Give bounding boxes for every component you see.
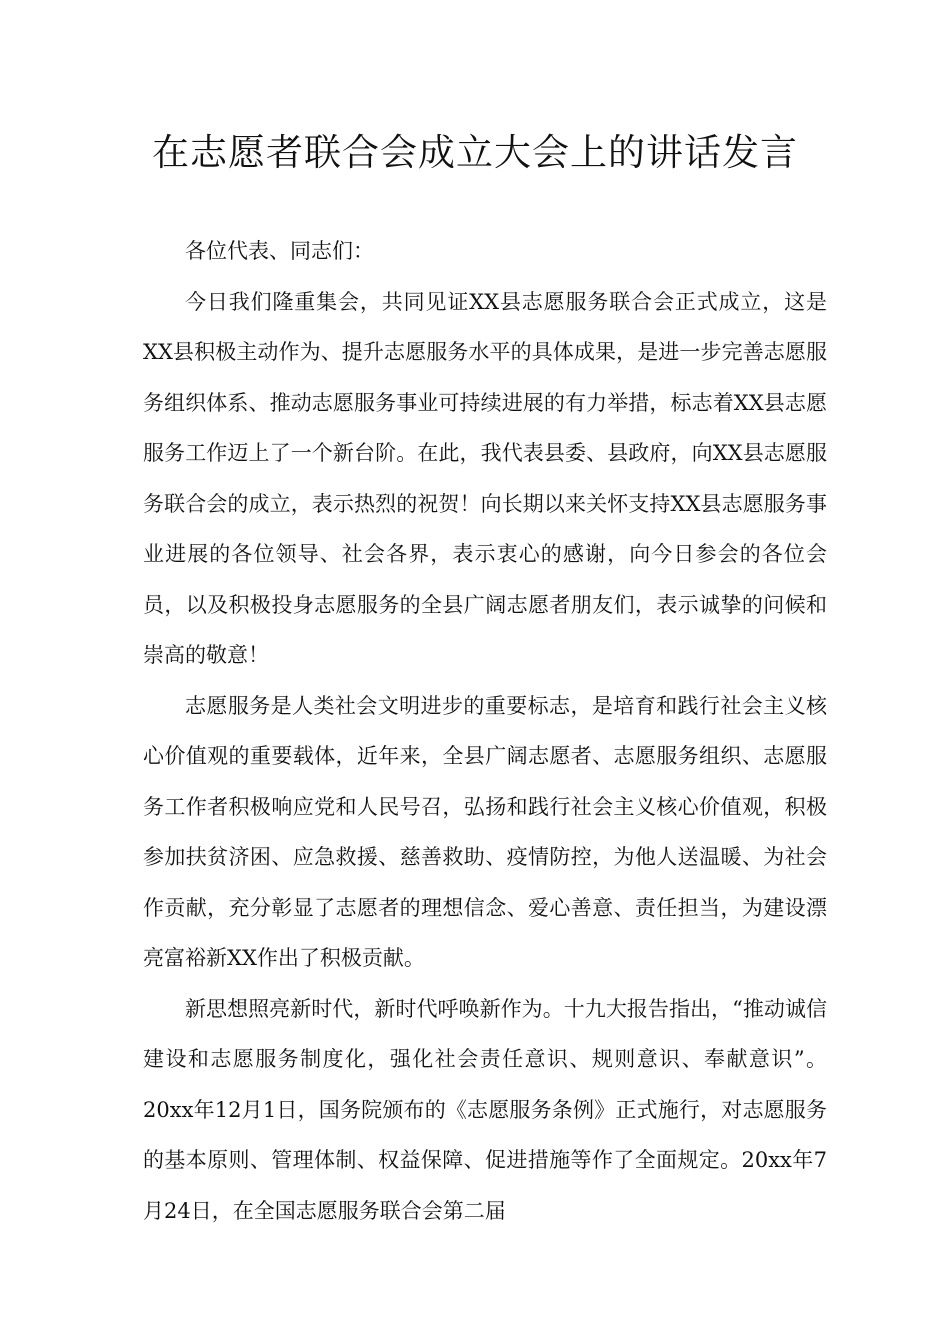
salutation-paragraph: 各位代表、同志们：: [185, 239, 374, 263]
body-paragraph-1: 今日我们隆重集会，共同见证XX县志愿服务联合会正式成立，这是XX县积极主动作为、提升志愿服务水平的具体成果，是进一步完善志愿服务组织体系、推动志愿服务事业可持续进展的有力举措，标志着XX县志愿服务工作迈上了一个新台阶。在此，我代表县委、县政府，向XX县志愿服务联合会的成立，表示热烈的祝贺！向长期以来关怀支持XX县志愿服务事业进展的各位领导、社会各界，表示衷心的感谢，向今日参会的各位会员，以及积极投身志愿服务的全县广阔志愿者朋友们，表示诚挚的问候和崇高的敬意！: [143, 289, 827, 667]
body-paragraph-3: 新思想照亮新时代，新时代呼唤新作为。十九大报告指出，“推动诚信建设和志愿服务制度化，强化社会责任意识、规则意识、奉献意识”。20xx年12月1日，国务院颁布的《志愿服务条例》正式施行，对志愿服务的基本原则、管理体制、权益保障、促进措施等作了全面规定。20xx年7月24日，在全国志愿服务联合会第二届: [143, 996, 827, 1223]
document-title: 在志愿者联合会成立大会上的讲话发言: [152, 131, 798, 174]
document-body: [143, 226, 827, 1236]
body-paragraph-2: 志愿服务是人类社会文明进步的重要标志，是培育和践行社会主义核心价值观的重要载体，近年来，全县广阔志愿者、志愿服务组织、志愿服务工作者积极响应党和人民号召，弘扬和践行社会主义核心价值观，积极参加扶贫济困、应急救援、慈善救助、疫情防控，为他人送温暖、为社会作贡献，充分彰显了志愿者的理想信念、爱心善意、责任担当，为建设漂亮富裕新XX作出了积极贡献。: [143, 693, 827, 970]
